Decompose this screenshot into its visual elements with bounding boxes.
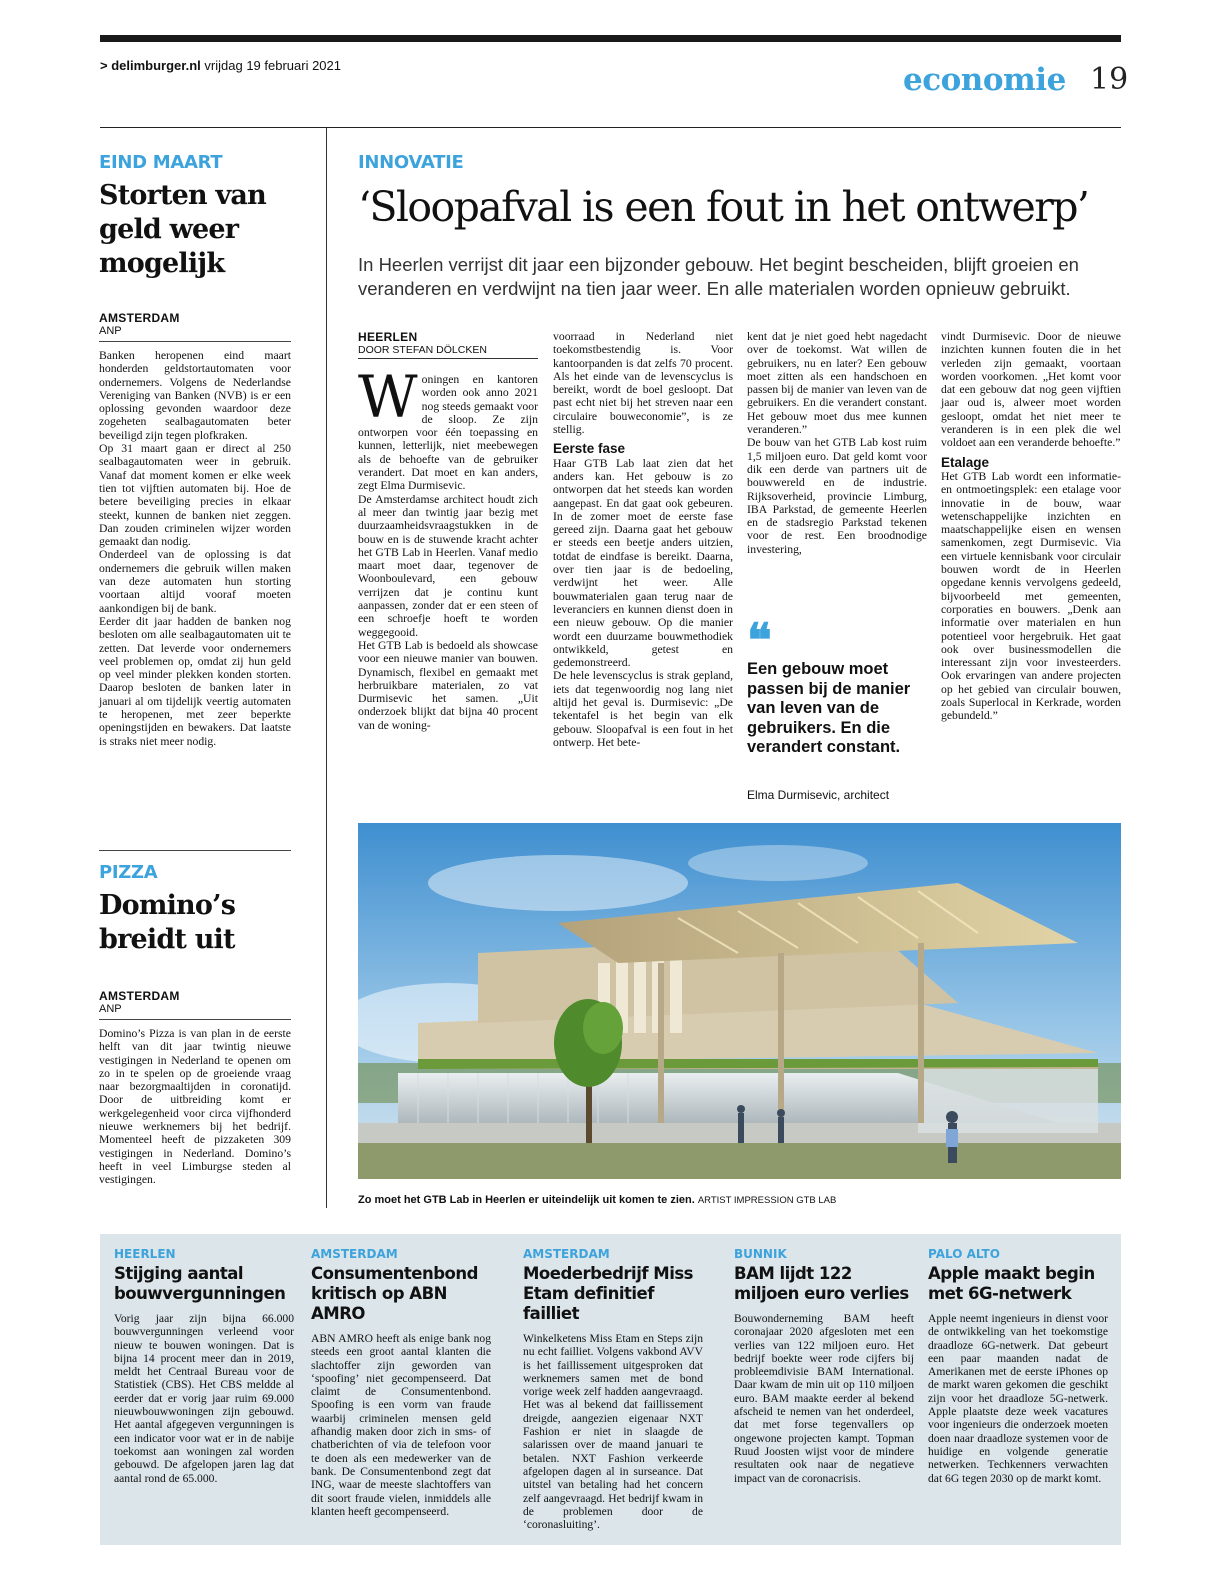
brief-body: Winkelketens Miss Etam en Steps zijn nu echt failliet. Volgens vakbond AVV is het faillissement uitgesproken dat werknemers samen met de bond vorige week zelf hadden aangevraagd. Het was al bekend dat faillissement dreigde, aangezien eigenaar NXT Fashion er niet in slaagde de salarissen over de maand januari te betalen. NXT Fashion verkeerde afgelopen dagen al in surseance. Dat uitstel van betaling had het concern zelf aangevraagd. Het bedrijf kwam in de problemen door de ‘coronasluiting’.	[523, 1332, 703, 1532]
brief-headline: BAM lijdt 122 miljoen euro verlies	[734, 1264, 909, 1303]
main-column-4	[941, 330, 1121, 723]
building-photo	[358, 823, 1121, 1179]
paragraph: De hele levenscyclus is strak gepland, iets dat tegenwoordig nog lang niet altijd het geval is. Durmisevic: „De tekentafel is het begin van elk gebouw. Sloopafval is een fout in het ontwerp. Het bete-	[553, 669, 733, 749]
brief-body: Bouwonderneming BAM heeft coronajaar 2020 afgesloten met een verlies van 122 miljoen euro. Het bedrijf boekte weer rode cijfers bij probleemdivisie BAM International. Daar kwam de min uit op 110 miljoen euro. BAM maakte eerder al bekend afscheid te nemen van het onderdeel, dat met forse tegenvallers op ongewone projecten kampt. Topman Ruud Joosten wijst voor de mindere resultaten ook naar de negatieve impact van de coronacrisis.	[734, 1312, 914, 1485]
brief-kicker: BUNNIK	[734, 1247, 787, 1261]
byline-rule	[358, 358, 538, 359]
paragraph: Onderdeel van de oplossing is dat ondernemers die gebruik willen maken van deze automaten hun storting voortaan altijd vooraf moeten aankondigen bij de bank.	[99, 548, 291, 615]
article-kicker: EIND MAART	[99, 152, 223, 173]
paragraph: De bouw van het GTB Lab kost ruim 1,5 miljoen euro. Dat geld komt voor dik een derde van partners uit de bouwwereld en de industrie. Rijksoverheid, provincie Limburg, IBA Parkstad, de gemeente Heerlen en de stadsregio Parkstad tekenen voor de rest. Een broodnodige investering,	[747, 436, 927, 556]
left-article-1	[99, 152, 291, 748]
article-headline: Storten van geld weer mogelijk	[99, 180, 266, 279]
brief-body: ABN AMRO heeft als enige bank nog steeds een groot aantal klanten die slachtoffer zijn geworden van ‘spoofing’ niet gecompenseerd. Dat claimt de Consumentenbond. Spoofing is een vorm van fraude waarbij criminelen mensen geld afhandig maken door zich in sms- of chatberichten of via de telefoon voor te doen als een medewerker van de bank. De Consumentenbond zegt dat ING, waar de meeste slachtoffers van dit soort fraude vielen, inmiddels alle klanten heeft gecompenseerd.	[311, 1332, 491, 1518]
brief-4	[734, 1247, 914, 1485]
article-dateline: AMSTERDAM	[99, 311, 180, 325]
site-link[interactable]: > delimburger.nl	[100, 58, 201, 73]
brief-kicker: HEERLEN	[114, 1247, 176, 1261]
paragraph: vindt Durmisevic. Door de nieuwe inzichten kunnen fouten die in het verleden zijn gemaakt, voortaan worden voorkomen. „Het komt voor dat een gebouw dat nog geen vijftien jaar oud is, alweer moet worden gesloopt, omdat het niet meer te veranderen is in een plek die wel voldoet aan een veranderde behoefte.”	[941, 330, 1121, 450]
article-dateline: AMSTERDAM	[99, 989, 180, 1003]
paragraph: De Amsterdamse architect houdt zich al meer dan twintig jaar bezig met duurzaamheidsvraagstukken in de bouw en is de stuwende kracht achter het GTB Lab in Heerlen. Vanaf medio maart moet daar, tegenover de Woonboulevard, een gebouw verrijzen dat je continu kunt aanpassen, zonder dat er een steen of een schroefje hoeft te worden weggegooid.	[358, 492, 538, 639]
dateline-rule	[99, 1019, 291, 1020]
pull-quote	[747, 613, 927, 802]
paragraph: Eerder dit jaar hadden de banken nog besloten om alle sealbagautomaten uit te zetten. Dat leverde voor ondernemers veel problemen op, omdat zij hun geld op veel minder plekken konden storten. Daarop besloten de banken later in januari al om tijdelijk veertig automaten te heropenen, met zeer beperkte openingstijden en bewakers. Dat laatste is straks niet meer nodig.	[99, 614, 291, 748]
brief-headline: Moederbedrijf Miss Etam definitief failliet	[523, 1264, 693, 1323]
brief-headline: Consumentenbond kritisch op ABN AMRO	[311, 1264, 478, 1323]
paragraph: Het GTB Lab wordt een informatie- en ontmoetingsplek: een etalage voor innovatie in de bouw, waar wetenschappelijke inzichten en maatschappelijke eisen en wensen samenkomen, zegt Durmisevic. Via een virtuele kennisbank voor circulair bouwen wordt de in Heerlen opgedane kennis vervolgens gedeeld, bijvoorbeeld met gemeenten, corporaties en bouwers. „Denk aan informatie over materialen en hun potentieel voor hergebruik. Het gaat ook over businessmodellen die interessant zijn voor investeerders. Ook ervaringen van andere projecten op het gebied van circulair bouwen, zoals Superlocal in Kerkrade, worden gebundeld.”	[941, 469, 1121, 723]
paragraph: Op 31 maart gaan er direct al 250 sealbagautomaten weer in gebruik. Vanaf dat moment komen er elke week tien tot vijftien automaten bij. Hoe de betere beveiliging precies in elkaar steekt, kunnen de banken niet zeggen. Dan zouden criminelen wijzer worden gemaakt dan nodig.	[99, 442, 291, 549]
main-kicker: INNOVATIE	[358, 152, 464, 173]
article-body	[358, 363, 538, 732]
paragraph: Banken heropenen eind maart honderden geldstortautomaten voor ondernemers. Volgens de Nederlandse Vereniging van Banken (NVB) is er een oplossing gevonden waardoor deze zogeheten sealbagautomaten beter beveiligd zijn tegen plofkraken.	[99, 349, 291, 442]
main-column-3	[747, 330, 927, 556]
left-article-divider	[99, 850, 291, 851]
main-column-1	[358, 330, 538, 732]
header-divider	[100, 127, 1121, 128]
main-column-2	[553, 330, 733, 749]
paragraph: Het GTB Lab is bedoeld als showcase voor een nieuwe manier van bouwen. Dynamisch, flexibel en gemaakt met herbruikbare materialen, zo vat Durmisevic het samen. „Uit onderzoek blijkt dat bijna 40 procent van de woning-	[358, 638, 538, 732]
column-divider	[326, 128, 327, 1208]
article-agency: ANP	[99, 1003, 122, 1015]
section-title: economie	[903, 62, 1066, 98]
quote-text: Een gebouw moet passen bij de manier van leven van de gebruikers. En die verandert constant.	[747, 660, 911, 756]
paragraph: Haar GTB Lab laat zien dat het anders kan. Het gebouw is zo ontworpen dat het steeds kan worden aangepast. En dat gaat ook gebeuren. In de zomer moet de eerste fase gereed zijn. Daarna gaat het gebouw er steeds een beetje anders uitzien, totdat de eindfase is bereikt. Daarna, over tien jaar is de bedoeling, verdwijnt het weer. Alle bouwmaterialen gaan terug naar de leveranciers en kunnen dienst doen in een nieuw gebouw. Op die manier wordt een duurzame bouwmethodiek ontwikkeld, getest en gedemonstreerd.	[553, 456, 733, 670]
main-byline: DOOR STEFAN DÖLCKEN	[358, 344, 487, 356]
page-number: 19	[1090, 62, 1129, 97]
article-kicker: PIZZA	[99, 862, 158, 883]
brief-2	[311, 1247, 491, 1518]
quote-icon: ❝	[747, 613, 772, 667]
main-headline: ‘Sloopafval is een fout in het ontwerp’	[358, 183, 1089, 231]
paragraph: voorraad in Nederland niet toekomstbestendig is. Voor kantoorpanden is dat zelfs 70 procent. Als het einde van de levenscyclus is bereikt, wordt de boel gesloopt. Dat past echt niet bij het streven naar een circulaire bouweconomie”, is ze stellig.	[553, 330, 733, 437]
site-dateline	[100, 58, 341, 73]
brief-3	[523, 1247, 703, 1531]
brief-5	[928, 1247, 1108, 1485]
dateline-rule	[99, 341, 291, 342]
quote-attribution: Elma Durmisevic, architect	[747, 787, 890, 802]
article-body	[747, 330, 927, 556]
subheading: Eerste fase	[553, 441, 626, 457]
brief-body: Apple neemt ingenieurs in dienst voor de ontwikkeling van het toekomstige draadloze 6G-netwerk. Dat gebeurt een paar maanden nadat de Amerikanen met de eerste iPhones op de markt waren gekomen die geschikt zijn voor het draadloze 5G-netwerk. Apple plaatste deze week vacatures voor ingenieurs die onderzoek moeten doen naar draadloze systemen voor de huidige en volgende generatie netwerken. Techkenners verwachten dat 6G tegen 2030 op de markt komt.	[928, 1312, 1108, 1485]
caption-text: Zo moet het GTB Lab in Heerlen er uiteindelijk uit komen te zien.	[358, 1194, 695, 1206]
brief-body: Vorig jaar zijn bijna 66.000 bouwvergunningen verleend voor nieuw te bouwen woningen. Dat is bijna 14 procent meer dan in 2019, meldt het Centraal Bureau voor de Statistiek (CBS). Het CBS meldde al eerder dat er vorig jaar ruim 69.000 nieuwbouwwoningen zijn gebouwd. Het aantal afgegeven vergunningen is een indicator voor wat er in de nabije toekomst aan woningen zal worden gebouwd. De afgelopen jaren lag dat aantal rond de 65.000.	[114, 1312, 294, 1485]
article-body	[99, 1027, 291, 1187]
paragraph: Woningen en kantoren worden ook anno 2021 nog steeds gemaakt voor de sloop. Ze zijn ontworpen voor één toepassing en kunnen, letterlijk, niet meebewegen als de behoefte van de gebruiker verandert. Dat moet en kan anders, zegt Elma Durmisevic.	[358, 363, 538, 493]
top-rule	[100, 35, 1121, 42]
brief-kicker: PALO ALTO	[928, 1247, 1000, 1261]
issue-date: vrijdag 19 februari 2021	[204, 58, 341, 73]
paragraph: Domino’s Pizza is van plan in de eerste helft van dit jaar twintig nieuwe vestigingen in Nederland te openen om zo in te spelen op de groeiende vraag naar bezorgmaaltijden in coronatijd. Door de uitbreiding komt er werkgelegenheid voor circa vijfhonderd nieuwe werknemers bij het bedrijf. Momenteel heeft de pizzaketen 309 vestigingen in Nederland. Domino’s heeft in veel Limburgse steden al vestigingen.	[99, 1027, 291, 1187]
brief-kicker: AMSTERDAM	[523, 1247, 610, 1261]
main-dateline: HEERLEN	[358, 330, 418, 344]
drop-cap: W	[358, 363, 418, 431]
article-agency: ANP	[99, 325, 122, 337]
brief-kicker: AMSTERDAM	[311, 1247, 398, 1261]
paragraph: kent dat je niet goed hebt nagedacht over de toekomst. Wat willen de gebruikers, nu en later? Een gebouw moet zitten als een handschoen en passen bij de manier van leven van de gebruikers. En die verandert constant. Het gebouw moet dus mee kunnen veranderen.”	[747, 330, 927, 437]
photo-caption	[358, 1194, 836, 1206]
article-body	[99, 349, 291, 748]
main-intro: In Heerlen verrijst dit jaar een bijzonder gebouw. Het begint bescheiden, blijft groeien en veranderen en verdwijnt na tien jaar weer. En alle materialen worden opnieuw gebruikt.	[358, 254, 1079, 299]
subheading: Etalage	[941, 454, 990, 470]
caption-credit: ARTIST IMPRESSION GTB LAB	[697, 1195, 837, 1206]
article-headline: Domino’s breidt uit	[99, 890, 236, 955]
left-article-2	[99, 862, 291, 1187]
brief-headline: Stijging aantal bouwvergunningen	[114, 1264, 286, 1303]
brief-headline: Apple maakt begin met 6G-netwerk	[928, 1264, 1095, 1303]
brief-1	[114, 1247, 294, 1485]
article-body	[553, 330, 733, 749]
article-body	[941, 330, 1121, 723]
